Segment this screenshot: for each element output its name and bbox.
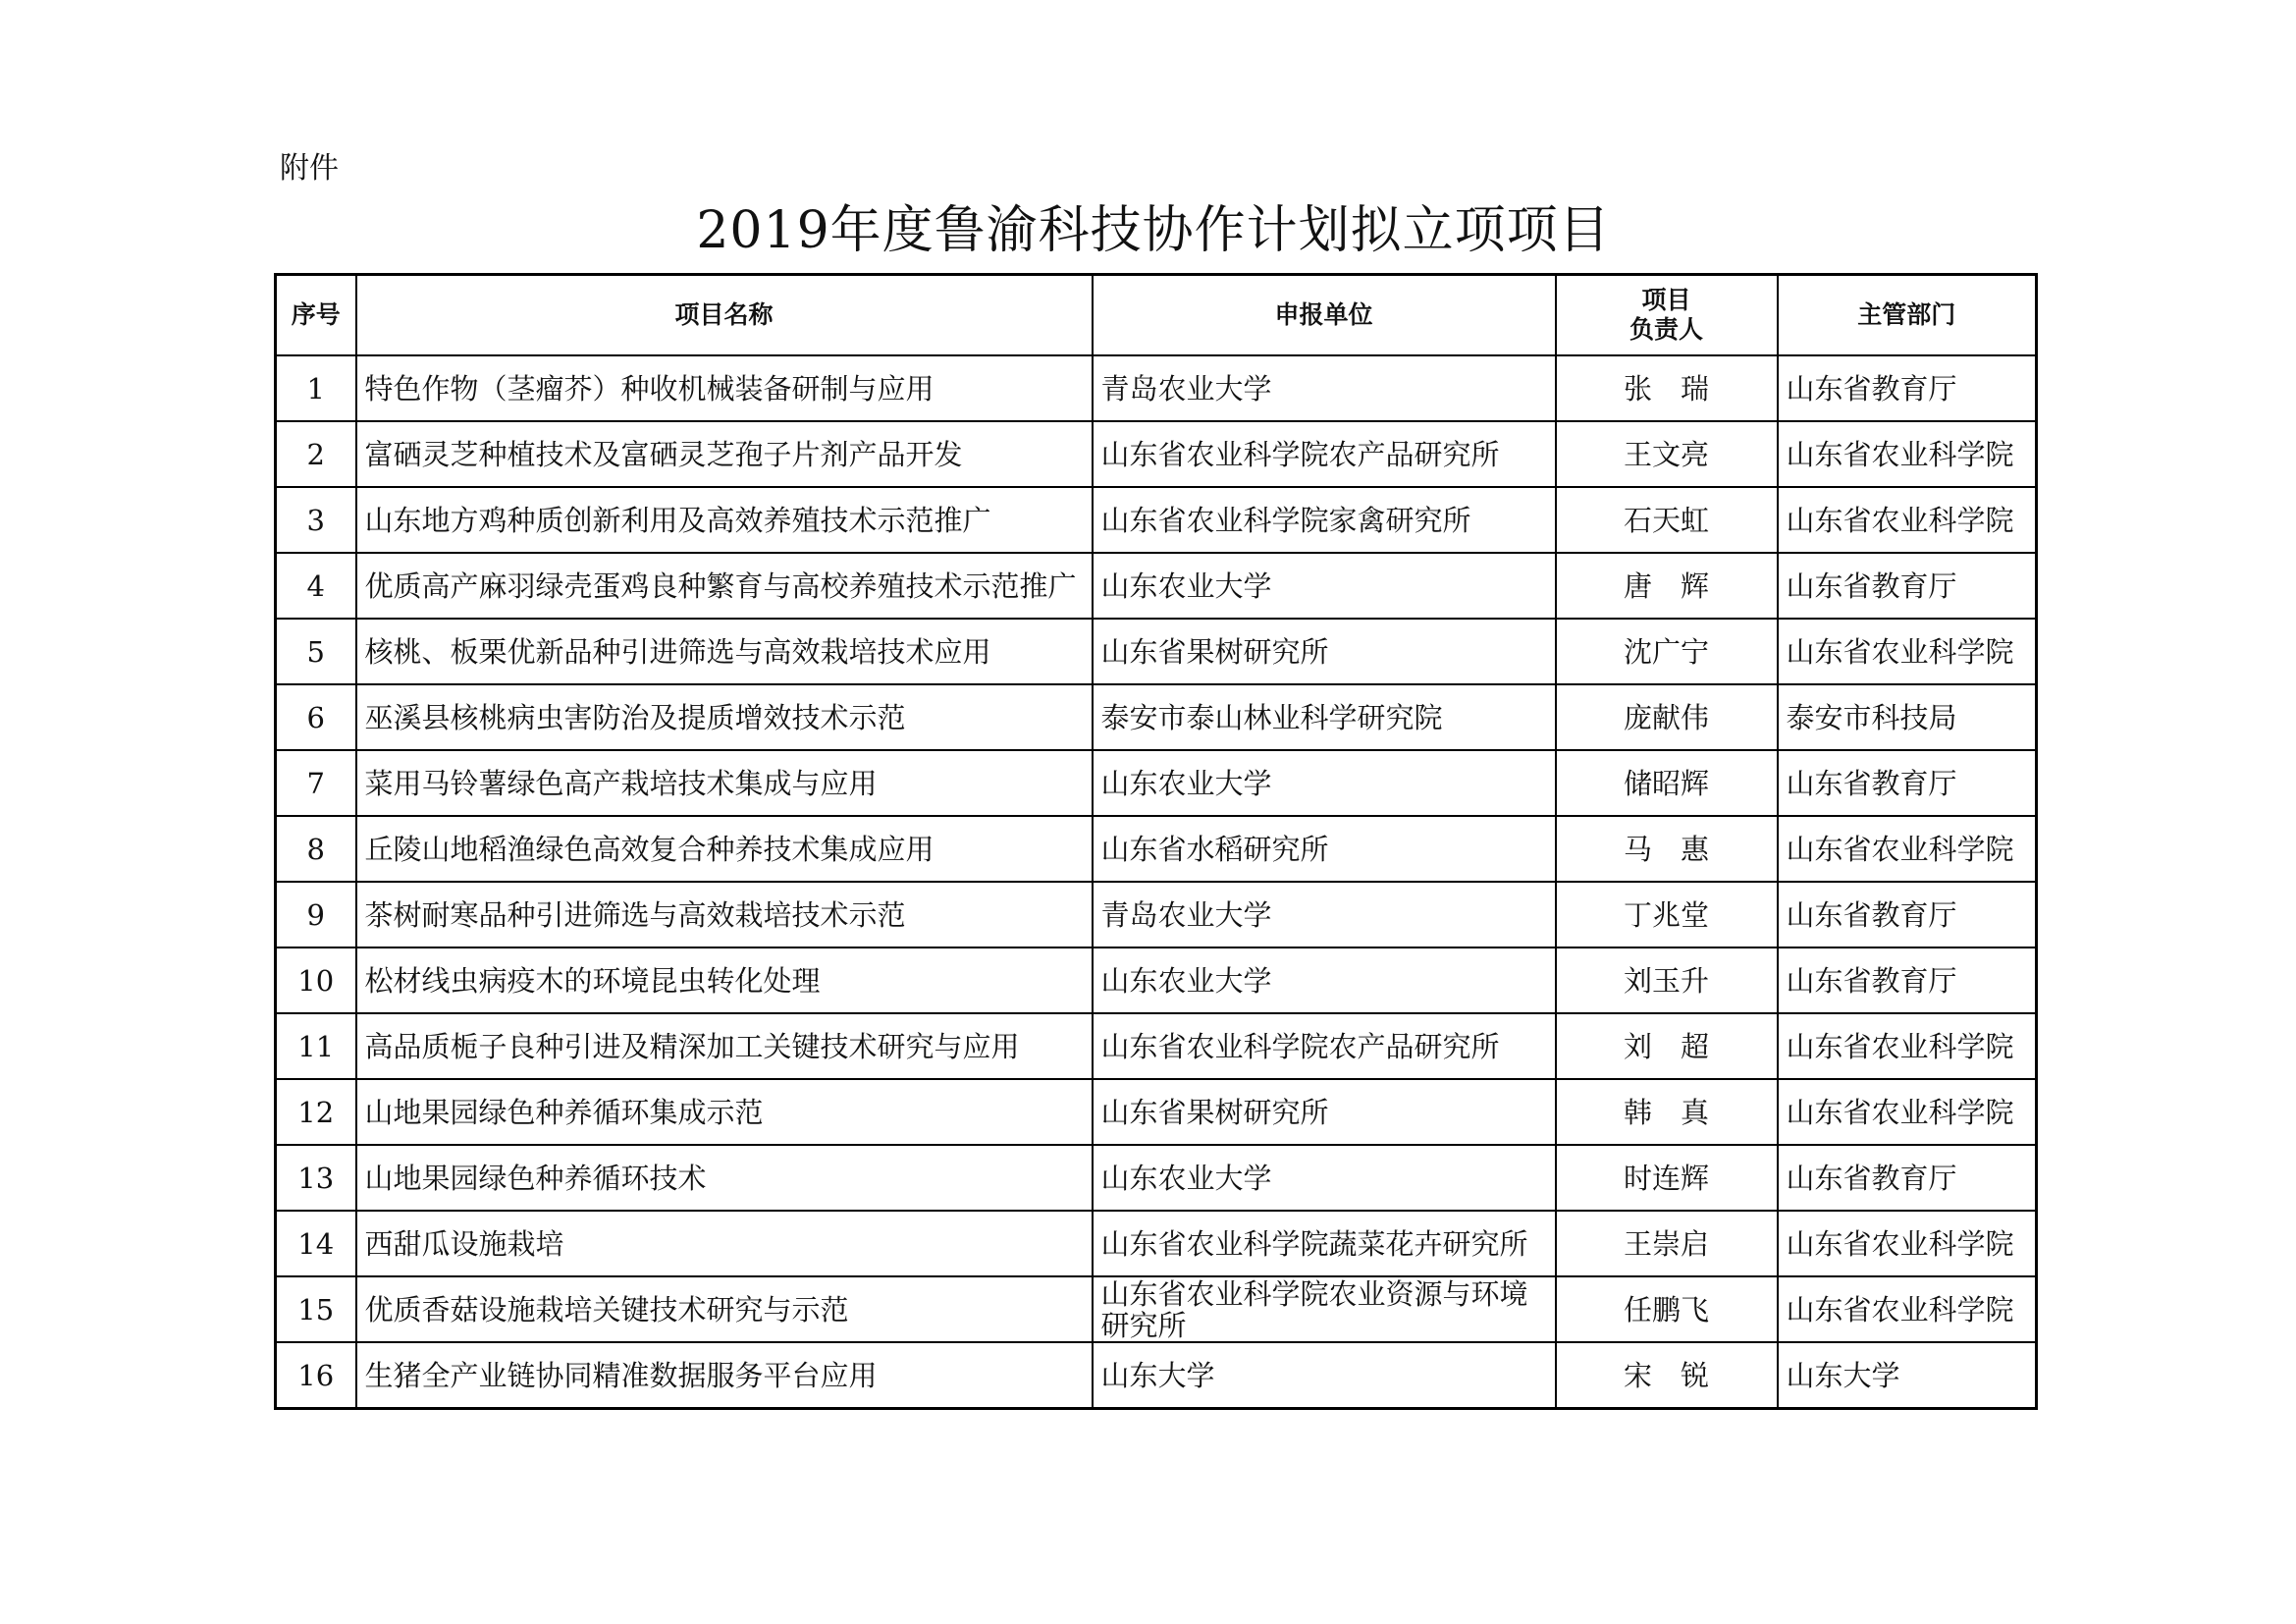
cell-project-name: 优质香菇设施栽培关键技术研究与示范: [356, 1276, 1093, 1342]
cell-no: 15: [276, 1276, 356, 1342]
cell-applicant-unit: 泰安市泰山林业科学研究院: [1093, 684, 1556, 750]
cell-project-name: 山地果园绿色种养循环技术: [356, 1145, 1093, 1211]
header-project-lead-line2: 负责人: [1629, 315, 1703, 344]
cell-department: 山东省农业科学院: [1778, 619, 2037, 684]
cell-applicant-unit: 山东省农业科学院蔬菜花卉研究所: [1093, 1211, 1556, 1276]
cell-no: 7: [276, 750, 356, 816]
cell-project-name: 西甜瓜设施栽培: [356, 1211, 1093, 1276]
cell-no: 11: [276, 1013, 356, 1079]
table-row: [276, 1145, 2037, 1211]
page-title: 2019年度鲁渝科技协作计划拟立项项目: [696, 201, 1611, 260]
cell-no: 16: [276, 1342, 356, 1409]
cell-department: 山东省农业科学院: [1778, 1276, 2037, 1342]
cell-no: 10: [276, 947, 356, 1013]
header-project-lead: [1556, 275, 1778, 356]
cell-department: 山东省教育厅: [1778, 355, 2037, 421]
cell-project-lead: 刘玉升: [1556, 947, 1778, 1013]
cell-project-name: 山地果园绿色种养循环集成示范: [356, 1079, 1093, 1145]
cell-department: 山东省教育厅: [1778, 553, 2037, 619]
cell-applicant-unit: 山东农业大学: [1093, 553, 1556, 619]
cell-project-lead: 张 瑞: [1556, 355, 1778, 421]
cell-project-lead: 马 惠: [1556, 816, 1778, 882]
table-row: [276, 1013, 2037, 1079]
cell-no: 13: [276, 1145, 356, 1211]
cell-applicant-unit: 山东农业大学: [1093, 750, 1556, 816]
table-row: [276, 882, 2037, 947]
cell-department: 山东省农业科学院: [1778, 421, 2037, 487]
cell-department: 山东省教育厅: [1778, 947, 2037, 1013]
cell-project-lead: 石天虹: [1556, 487, 1778, 553]
cell-project-lead: 王崇启: [1556, 1211, 1778, 1276]
attachment-label: 附件: [280, 151, 339, 186]
cell-no: 14: [276, 1211, 356, 1276]
table-row: [276, 421, 2037, 487]
table-row: [276, 947, 2037, 1013]
cell-project-name: 优质高产麻羽绿壳蛋鸡良种繁育与高校养殖技术示范推广: [356, 553, 1093, 619]
table-row: [276, 487, 2037, 553]
table-row: [276, 1211, 2037, 1276]
cell-project-name: 特色作物（茎瘤芥）种收机械装备研制与应用: [356, 355, 1093, 421]
cell-applicant-unit: 山东省农业科学院家禽研究所: [1093, 487, 1556, 553]
cell-applicant-unit: 山东省水稻研究所: [1093, 816, 1556, 882]
table-row: [276, 619, 2037, 684]
cell-applicant-unit: 青岛农业大学: [1093, 355, 1556, 421]
cell-department: 泰安市科技局: [1778, 684, 2037, 750]
table-row: [276, 816, 2037, 882]
cell-project-name: 丘陵山地稻渔绿色高效复合种养技术集成应用: [356, 816, 1093, 882]
cell-project-lead: 刘 超: [1556, 1013, 1778, 1079]
cell-project-name: 生猪全产业链协同精准数据服务平台应用: [356, 1342, 1093, 1409]
cell-no: 8: [276, 816, 356, 882]
table-row: [276, 553, 2037, 619]
cell-project-name: 富硒灵芝种植技术及富硒灵芝孢子片剂产品开发: [356, 421, 1093, 487]
cell-applicant-unit: 山东省农业科学院农业资源与环境研究所: [1093, 1276, 1556, 1342]
cell-no: 2: [276, 421, 356, 487]
cell-applicant-unit: 山东省农业科学院农产品研究所: [1093, 421, 1556, 487]
cell-project-lead: 王文亮: [1556, 421, 1778, 487]
cell-no: 9: [276, 882, 356, 947]
cell-department: 山东大学: [1778, 1342, 2037, 1409]
cell-no: 5: [276, 619, 356, 684]
table-row: [276, 1342, 2037, 1409]
cell-no: 1: [276, 355, 356, 421]
cell-department: 山东省农业科学院: [1778, 1079, 2037, 1145]
cell-applicant-unit: 青岛农业大学: [1093, 882, 1556, 947]
cell-applicant-unit: 山东大学: [1093, 1342, 1556, 1409]
cell-department: 山东省农业科学院: [1778, 1013, 2037, 1079]
cell-project-lead: 韩 真: [1556, 1079, 1778, 1145]
cell-department: 山东省农业科学院: [1778, 1211, 2037, 1276]
table-row: [276, 684, 2037, 750]
table-row: [276, 1276, 2037, 1342]
header-applicant-unit: 申报单位: [1093, 275, 1556, 356]
cell-department: 山东省农业科学院: [1778, 816, 2037, 882]
table-header-row: [276, 275, 2037, 356]
cell-project-lead: 宋 锐: [1556, 1342, 1778, 1409]
header-project-lead-line1: 项目: [1641, 286, 1691, 314]
cell-project-name: 茶树耐寒品种引进筛选与高效栽培技术示范: [356, 882, 1093, 947]
header-department: 主管部门: [1778, 275, 2037, 356]
cell-department: 山东省教育厅: [1778, 750, 2037, 816]
cell-applicant-unit: 山东省农业科学院农产品研究所: [1093, 1013, 1556, 1079]
cell-no: 12: [276, 1079, 356, 1145]
header-project-name: 项目名称: [356, 275, 1093, 356]
cell-department: 山东省教育厅: [1778, 882, 2037, 947]
project-table: [274, 273, 2038, 1410]
cell-department: 山东省农业科学院: [1778, 487, 2037, 553]
table-row: [276, 355, 2037, 421]
header-no: 序号: [276, 275, 356, 356]
cell-project-lead: 时连辉: [1556, 1145, 1778, 1211]
cell-applicant-unit: 山东省果树研究所: [1093, 619, 1556, 684]
cell-project-lead: 沈广宁: [1556, 619, 1778, 684]
cell-project-lead: 丁兆堂: [1556, 882, 1778, 947]
cell-applicant-unit: 山东省果树研究所: [1093, 1079, 1556, 1145]
cell-project-name: 菜用马铃薯绿色高产栽培技术集成与应用: [356, 750, 1093, 816]
cell-project-name: 巫溪县核桃病虫害防治及提质增效技术示范: [356, 684, 1093, 750]
cell-department: 山东省教育厅: [1778, 1145, 2037, 1211]
cell-project-name: 山东地方鸡种质创新利用及高效养殖技术示范推广: [356, 487, 1093, 553]
cell-project-name: 核桃、板栗优新品种引进筛选与高效栽培技术应用: [356, 619, 1093, 684]
cell-applicant-unit: 山东农业大学: [1093, 947, 1556, 1013]
cell-no: 3: [276, 487, 356, 553]
table-row: [276, 750, 2037, 816]
cell-project-name: 松材线虫病疫木的环境昆虫转化处理: [356, 947, 1093, 1013]
cell-no: 4: [276, 553, 356, 619]
cell-project-name: 高品质栀子良种引进及精深加工关键技术研究与应用: [356, 1013, 1093, 1079]
cell-no: 6: [276, 684, 356, 750]
cell-applicant-unit: 山东农业大学: [1093, 1145, 1556, 1211]
cell-project-lead: 唐 辉: [1556, 553, 1778, 619]
table-row: [276, 1079, 2037, 1145]
cell-project-lead: 储昭辉: [1556, 750, 1778, 816]
cell-project-lead: 任鹏飞: [1556, 1276, 1778, 1342]
cell-project-lead: 庞献伟: [1556, 684, 1778, 750]
